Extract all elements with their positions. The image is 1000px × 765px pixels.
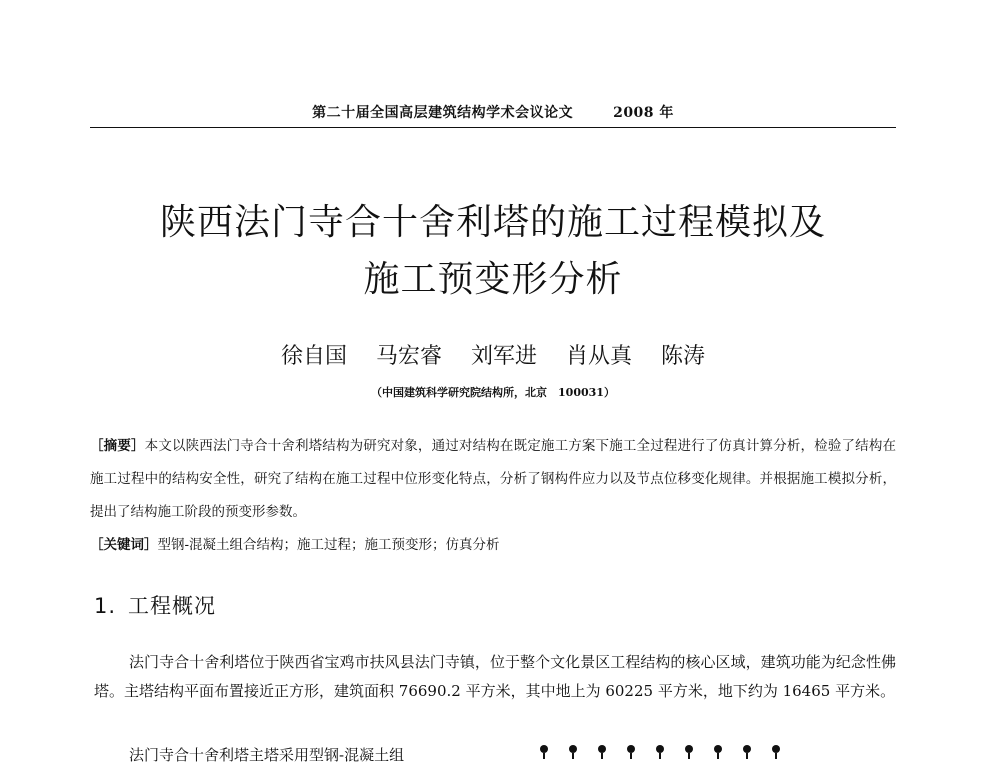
author-name: 马宏睿 [375,344,442,369]
figure-dot-row [540,745,820,761]
conference-name: 第二十届全国高层建筑结构学术会议论文 [312,105,574,121]
paper-title-line-2: 施工预变形分析 [363,259,623,300]
keywords-text: 型钢-混凝土组合结构；施工过程；施工预变形；仿真分析 [157,537,500,553]
dot-marker-icon [540,745,548,753]
section-number: 1. [94,594,117,618]
abstract-label: ［摘要］ [90,438,145,454]
header-year: 2008 年 [613,105,674,121]
author-list [90,339,896,370]
dot-marker-icon [627,745,635,753]
author-name: 刘军进 [470,344,537,369]
body-paragraph: 法门寺合十舍利塔位于陕西省宝鸡市扶风县法门寺镇，位于整个文化景区工程结构的核心区域，建筑功能为纪念性佛塔。主塔结构平面布置接近正方形，建筑面积 76690.2 平方米，其中地上为 60225 平方米，地下约为 16465 平方米。 [94,653,896,700]
abstract [90,430,896,529]
dot-marker-icon [685,745,693,753]
dot-marker-icon [743,745,751,753]
author-name: 陈涛 [661,344,706,369]
abstract-text: 本文以陕西法门寺合十舍利塔结构为研究对象，通过对结构在既定施工方案下施工全过程进行了仿真计算分析，检验了结构在施工过程中的结构安全性，研究了结构在施工过程中位形变化特点，分析了钢构件应力以及节点位移变化规律。并根据施工模拟分析，提出了结构施工阶段的预变形参数。 [90,438,896,520]
author-name: 徐自国 [280,344,347,369]
section-title: 工程概况 [128,594,217,618]
author-name: 肖从真 [566,344,633,369]
keywords [90,533,896,557]
dot-marker-icon [714,745,722,753]
paper-title-line-1: 陕西法门寺合十舍利塔的施工过程模拟及 [159,202,826,243]
header-rule [90,127,896,128]
body-paragraph-continuation: 法门寺合十舍利塔主塔采用型钢-混凝土组 [129,746,405,764]
affiliation: （中国建筑科学研究院结构所，北京 100031） [371,386,615,399]
keywords-label: ［关键词］ [90,537,158,553]
dot-marker-icon [569,745,577,753]
section-heading [94,590,216,620]
running-header [90,102,896,122]
dot-marker-icon [772,745,780,753]
dot-marker-icon [656,745,664,753]
dot-marker-icon [598,745,606,753]
